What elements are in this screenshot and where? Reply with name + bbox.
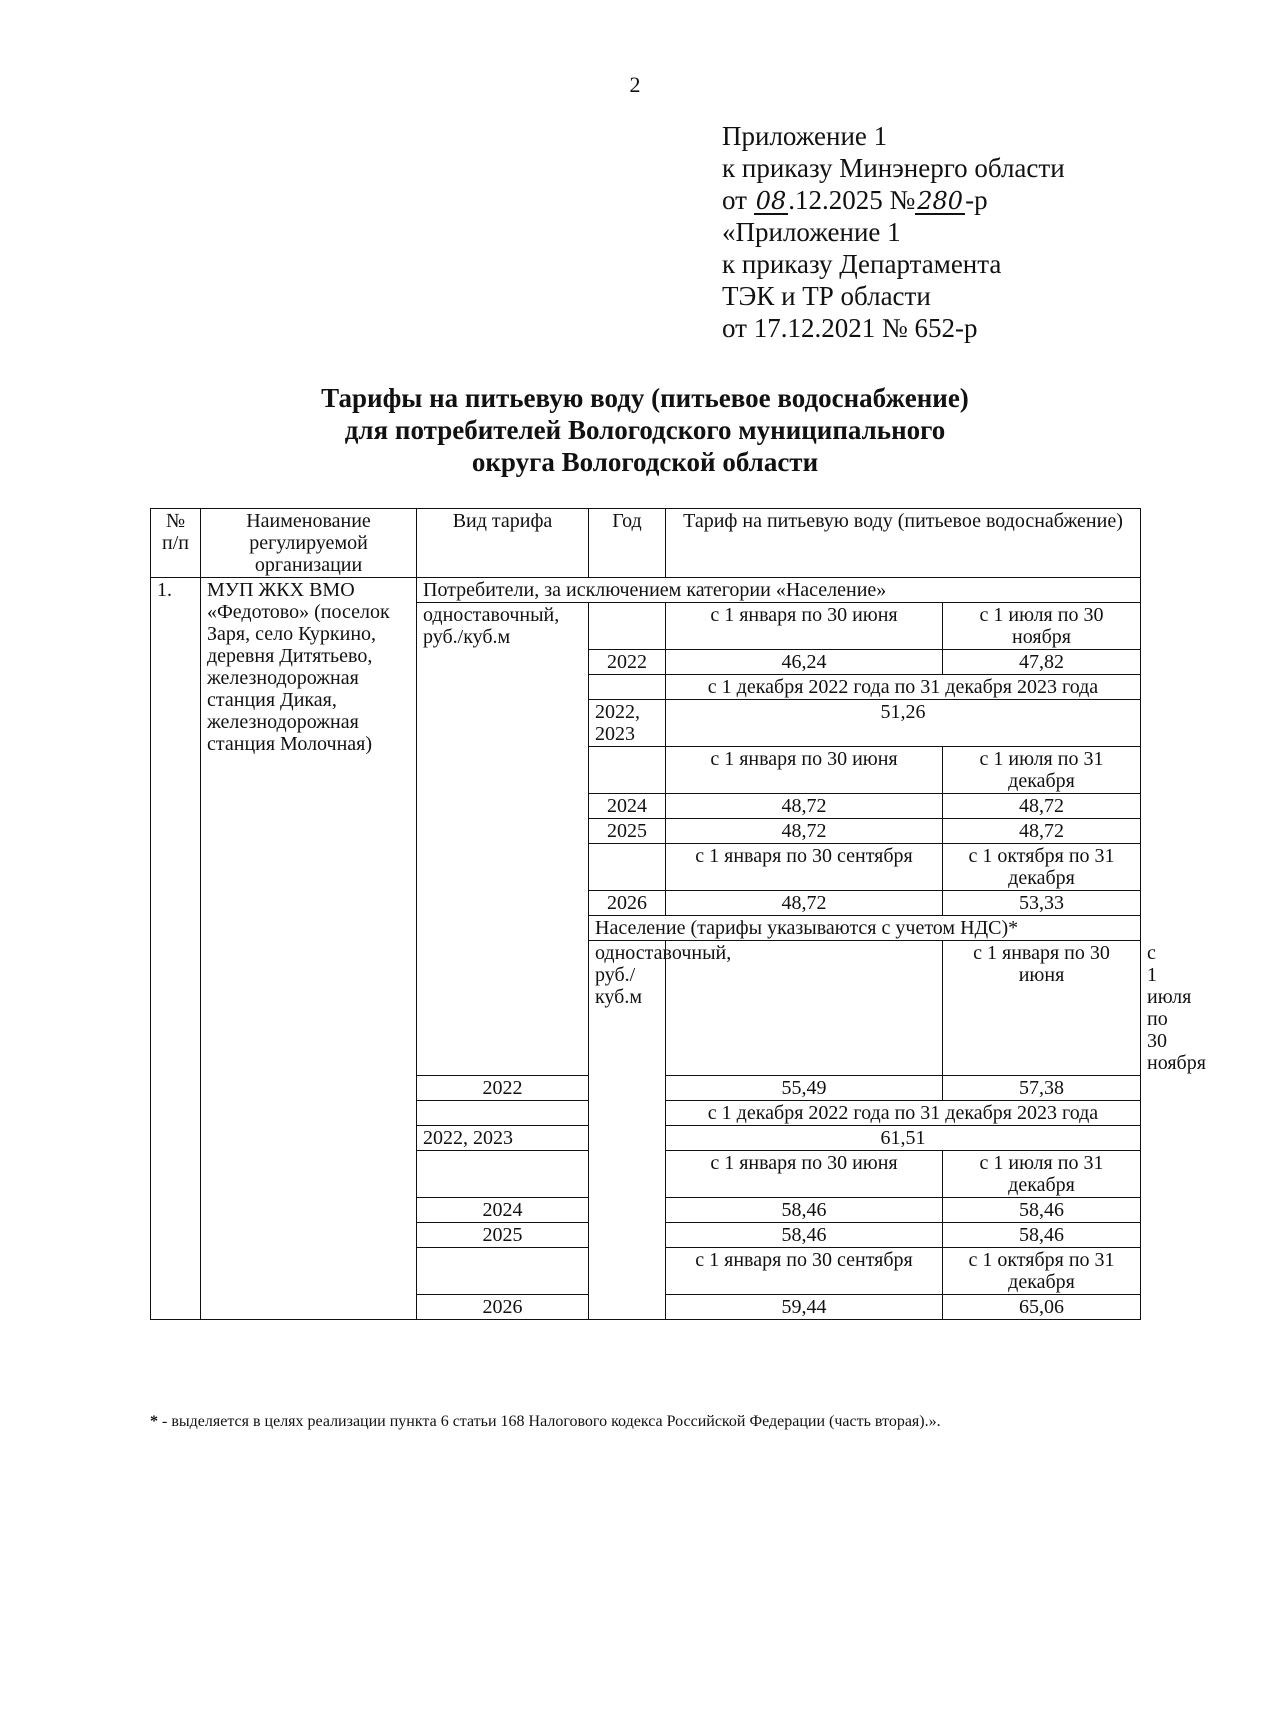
title-line: округа Вологодской области <box>471 447 819 477</box>
footnote-text: - выделяется в целях реализации пункта 6 статьи 168 Налогового кодекса Российской Федерации (часть вторая).». <box>158 1413 941 1430</box>
tariff-value: 48,72 <box>666 891 943 916</box>
year-cell <box>589 603 666 650</box>
tariff-value: 55,49 <box>666 1076 943 1101</box>
tariff-value: 48,72 <box>943 819 1141 844</box>
period-cell: с 1 октября по 31 декабря <box>943 1248 1141 1295</box>
approval-date-suffix: -р <box>965 185 988 215</box>
tariff-value: 48,72 <box>943 794 1141 819</box>
tariff-value: 61,51 <box>666 1126 1141 1151</box>
period-cell: с 1 июля по 30 ноября <box>943 603 1141 650</box>
approval-block <box>722 120 1182 344</box>
tariff-value: 58,46 <box>666 1198 943 1223</box>
tariff-value: 57,38 <box>943 1076 1141 1101</box>
tariff-value: 48,72 <box>666 819 943 844</box>
row-number: 1. <box>151 578 201 1320</box>
tariff-value: 59,44 <box>666 1295 943 1320</box>
tariff-value: 58,46 <box>943 1198 1141 1223</box>
period-cell: с 1 января по 30 сентября <box>666 1248 943 1295</box>
approval-line: «Приложение 1 <box>722 217 901 247</box>
period-cell: с 1 января по 30 июня <box>666 1151 943 1198</box>
organization-name: МУП ЖКХ ВМО «Федотово» (поселок Заря, село Куркино, деревня Дитятьево, железнодорожная станция Дикая, железнодорожная станция Молочная) <box>201 578 417 1320</box>
header-type: Вид тарифа <box>417 509 589 578</box>
year-cell: 2026 <box>417 1295 589 1320</box>
tariff-value: 51,26 <box>666 700 1141 747</box>
period-cell: с 1 декабря 2022 года по 31 декабря 2023 года <box>666 675 1141 700</box>
header-org: Наименование регулируемой организации <box>201 509 417 578</box>
tariff-type: одноставочный, руб./куб.м <box>417 603 589 1076</box>
tariff-value: 58,46 <box>943 1223 1141 1248</box>
category-label: Потребители, за исключением категории «Население» <box>417 578 1141 603</box>
approval-date-prefix: от <box>722 185 754 215</box>
year-cell <box>417 1101 589 1126</box>
period-cell: с 1 декабря 2022 года по 31 декабря 2023 года <box>666 1101 1141 1126</box>
year-cell: 2022 <box>417 1076 589 1101</box>
year-cell: 2025 <box>589 819 666 844</box>
period-cell: с 1 января по 30 июня <box>666 603 943 650</box>
title-line: для потребителей Вологодского муниципального <box>344 415 946 445</box>
tariff-value: 65,06 <box>943 1295 1141 1320</box>
footnote-asterisk: * <box>150 1413 158 1430</box>
year-cell: 2022, 2023 <box>589 700 666 747</box>
approval-line: от 17.12.2021 № 652-р <box>722 313 978 343</box>
period-cell: с 1 июля по 31 декабря <box>943 1151 1141 1198</box>
tariff-value: 48,72 <box>666 794 943 819</box>
period-cell: с 1 января по 30 июня <box>943 941 1141 1076</box>
year-cell: 2026 <box>589 891 666 916</box>
approval-line: к приказу Департамента <box>722 249 1002 279</box>
tariff-value: 46,24 <box>666 650 943 675</box>
approval-line: Приложение 1 <box>722 121 888 151</box>
header-num: № п/п <box>151 509 201 578</box>
year-cell <box>589 747 666 794</box>
period-cell: с 1 января по 30 сентября <box>666 844 943 891</box>
year-cell <box>417 1248 589 1295</box>
year-cell: 2024 <box>417 1198 589 1223</box>
approval-line-date <box>722 184 1182 216</box>
year-cell <box>417 1151 589 1198</box>
tariff-value: 53,33 <box>943 891 1141 916</box>
footnote <box>150 1412 1150 1432</box>
handwritten-number: 280 <box>917 187 964 215</box>
period-cell: с 1 января по 30 июня <box>666 747 943 794</box>
handwritten-day: 08 <box>755 187 787 215</box>
tariff-table <box>150 508 1206 1320</box>
table-row: одноставочный, руб./куб.м с 1 января по 30 июня с 1 июля по 30 ноября <box>151 941 1141 1076</box>
year-cell <box>589 675 666 700</box>
category-label: Население (тарифы указываются с учетом НДС)* <box>589 916 1141 941</box>
header-year: Год <box>589 509 666 578</box>
approval-line: к приказу Минэнерго области <box>722 153 1065 183</box>
year-cell <box>589 844 666 891</box>
tariff-type: одноставочный, руб./куб.м <box>589 941 666 1320</box>
period-cell: с 1 июля по 31 декабря <box>943 747 1141 794</box>
tariff-value: 58,46 <box>666 1223 943 1248</box>
document-title <box>150 382 1140 478</box>
approval-line: ТЭК и ТР области <box>722 281 931 311</box>
page-number: 2 <box>629 72 641 97</box>
year-cell: 2025 <box>417 1223 589 1248</box>
period-cell: с 1 октября по 31 декабря <box>943 844 1141 891</box>
year-cell: 2022, 2023 <box>417 1126 589 1151</box>
approval-date-mid: .12.2025 № <box>788 185 916 215</box>
table-header-row <box>151 509 1141 578</box>
tariff-value: 47,82 <box>943 650 1141 675</box>
year-cell: 2024 <box>589 794 666 819</box>
header-tariff: Тариф на питьевую воду (питьевое водоснабжение) <box>666 509 1141 578</box>
table-row <box>151 578 1141 603</box>
year-cell: 2022 <box>589 650 666 675</box>
title-line: Тарифы на питьевую воду (питьевое водоснабжение) <box>321 383 969 413</box>
